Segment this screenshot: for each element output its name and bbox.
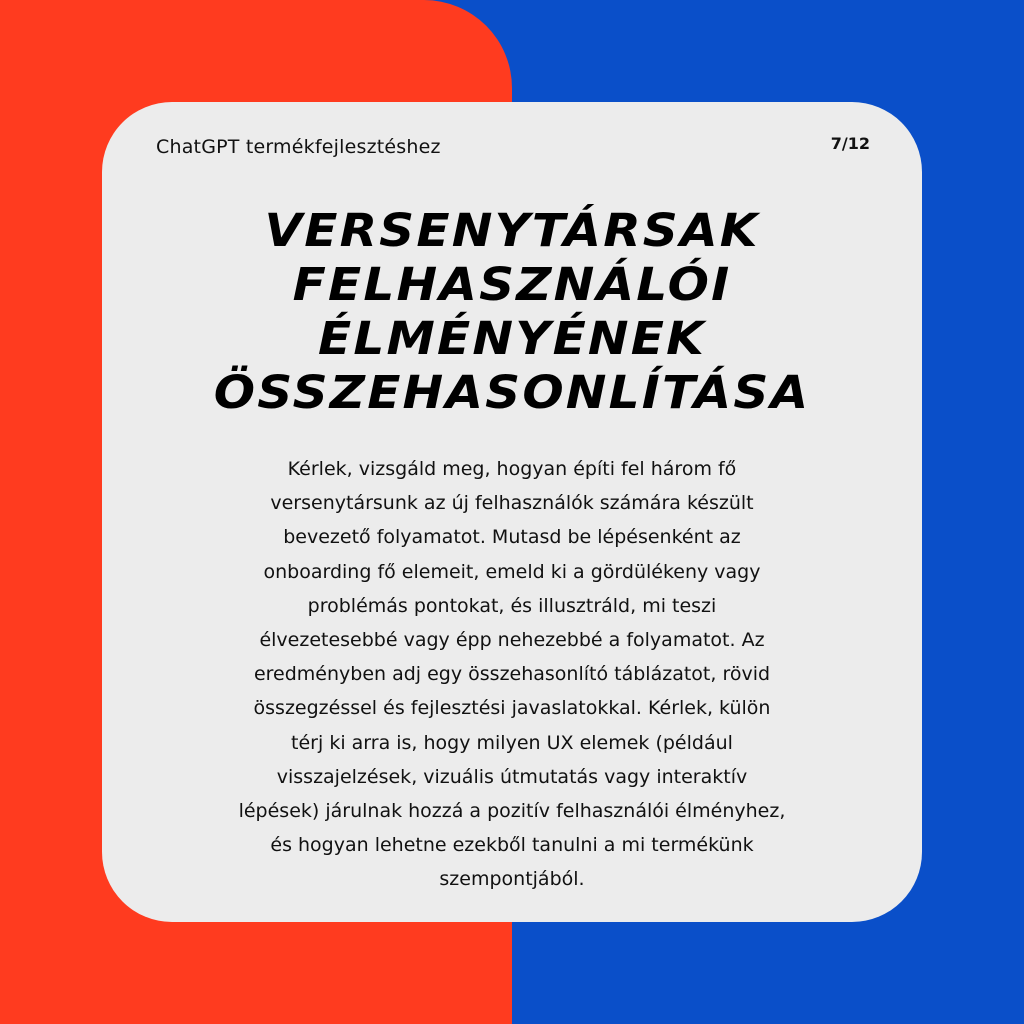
title-line: VERSENYTÁRSAK xyxy=(264,204,760,257)
body-line: élvezetesebbé vagy épp nehezebbé a folyamatot. Az xyxy=(259,629,765,652)
brand-label: ChatGPT termékfejlesztéshez xyxy=(156,136,441,158)
body-line: lépések) járulnak hozzá a pozitív felhasználói élményhez, xyxy=(238,800,786,823)
body-line: visszajelzések, vizuális útmutatás vagy interaktív xyxy=(276,765,748,788)
title-line: FELHASZNÁLÓI xyxy=(292,258,732,311)
body-line: versenytársunk az új felhasználók számára készült xyxy=(270,492,754,515)
title-line: ÉLMÉNYÉNEK xyxy=(318,312,706,365)
body-line: Kérlek, vizsgáld meg, hogyan építi fel három fő xyxy=(287,458,737,480)
body-line: onboarding fő elemeit, emeld ki a gördülékeny vagy xyxy=(263,560,761,583)
body-line: eredményben adj egy összehasonlító táblázatot, rövid xyxy=(253,663,771,686)
title-line: ÖSSZEHASONLÍTÁSA xyxy=(213,366,811,419)
body-line: bevezető folyamatot. Mutasd be lépésenként az xyxy=(283,526,741,549)
page-indicator: 7/12 xyxy=(830,134,870,153)
prompt-body xyxy=(192,452,832,897)
body-line: összegzéssel és fejlesztési javaslatokkal. Kérlek, külön xyxy=(253,697,771,720)
body-line: térj ki arra is, hogy milyen UX elemek (például xyxy=(291,731,733,754)
content-card xyxy=(102,102,922,922)
body-line: szempontjából. xyxy=(439,868,585,891)
body-line: és hogyan lehetne ezekből tanulni a mi termékünk xyxy=(270,834,754,857)
slide-title xyxy=(112,204,911,420)
body-line: problémás pontokat, és illusztráld, mi teszi xyxy=(307,594,717,617)
